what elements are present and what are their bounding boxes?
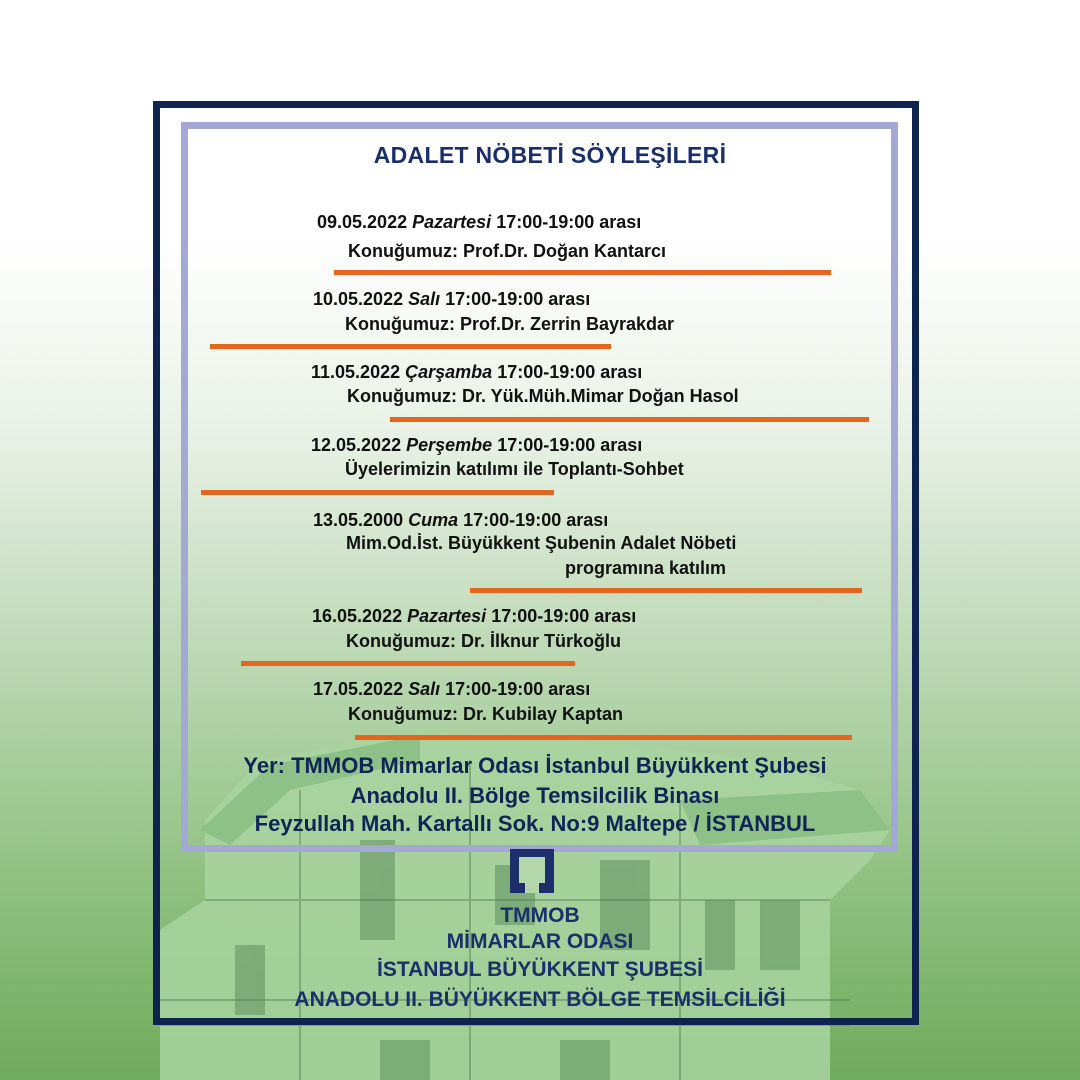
session-7-date-line [313,678,590,700]
session-3-day: Çarşamba [405,362,493,382]
session-1-detail: Konuğumuz: Prof.Dr. Doğan Kantarcı [348,241,667,261]
session-5-detail: Mim.Od.İst. Büyükkent Şubenin Adalet Nöbeti [346,533,737,553]
session-5-day: Cuma [408,510,459,530]
session-3-detail: Konuğumuz: Dr. Yük.Müh.Mimar Doğan Hasol [347,386,739,406]
session-4-day: Perşembe [406,435,493,455]
session-2-detail: Konuğumuz: Prof.Dr. Zerrin Bayrakdar [345,314,675,334]
session-5-detail-cont: programına katılım [565,558,727,578]
org-line-3: İSTANBUL BÜYÜKKENT ŞUBESİ [377,958,703,981]
session-1-date-line [317,211,641,233]
org-line-2: MİMARLAR ODASI [446,930,634,953]
session-6-day: Pazartesi [407,606,487,626]
session-7-detail: Konuğumuz: Dr. Kubilay Kaptan [348,704,624,724]
session-7-day: Salı [408,679,441,699]
divider-2 [210,344,611,349]
session-6-detail: Konuğumuz: Dr. İlknur Türkoğlu [346,631,621,651]
divider-7 [355,735,852,740]
session-3-time: 17:00-19:00 arası [497,362,643,382]
session-5-date-line [313,509,608,531]
session-2-date-line [313,288,590,310]
session-6-time: 17:00-19:00 arası [491,606,637,626]
venue-line-2: Anadolu II. Bölge Temsilcilik Binası [350,783,720,808]
session-1-day: Pazartesi [412,212,492,232]
tmmob-logo-icon [510,849,554,893]
org-line-1: TMMOB [500,904,580,927]
divider-5 [470,588,862,593]
session-4-date-line [311,434,642,456]
org-line-4: ANADOLU II. BÜYÜKKENT BÖLGE TEMSİLCİLİĞİ [294,988,786,1011]
session-7-date: 17.05.2022 [313,679,404,699]
session-5-date: 13.05.2000 [313,510,404,530]
session-1-time: 17:00-19:00 arası [496,212,642,232]
page-title: ADALET NÖBETİ SÖYLEŞİLERİ [373,142,727,168]
divider-4 [201,490,554,495]
divider-3 [390,417,869,422]
session-7-time: 17:00-19:00 arası [445,679,591,699]
session-2-date: 10.05.2022 [313,289,404,309]
session-2-time: 17:00-19:00 arası [445,289,591,309]
session-3-date: 11.05.2022 [311,362,401,382]
venue-line-3: Feyzullah Mah. Kartallı Sok. No:9 Maltepe / İSTANBUL [254,811,816,836]
venue-line-1: Yer: TMMOB Mimarlar Odası İstanbul Büyükkent Şubesi [243,753,827,778]
session-6-date-line [312,605,636,627]
session-3-date-line [311,361,642,383]
session-1-date: 09.05.2022 [317,212,408,232]
session-5-time: 17:00-19:00 arası [463,510,609,530]
divider-1 [334,270,831,275]
session-4-time: 17:00-19:00 arası [497,435,643,455]
session-6-date: 16.05.2022 [312,606,403,626]
divider-6 [241,661,575,666]
session-2-day: Salı [408,289,441,309]
session-4-detail: Üyelerimizin katılımı ile Toplantı-Sohbet [345,459,684,479]
session-4-date: 12.05.2022 [311,435,402,455]
